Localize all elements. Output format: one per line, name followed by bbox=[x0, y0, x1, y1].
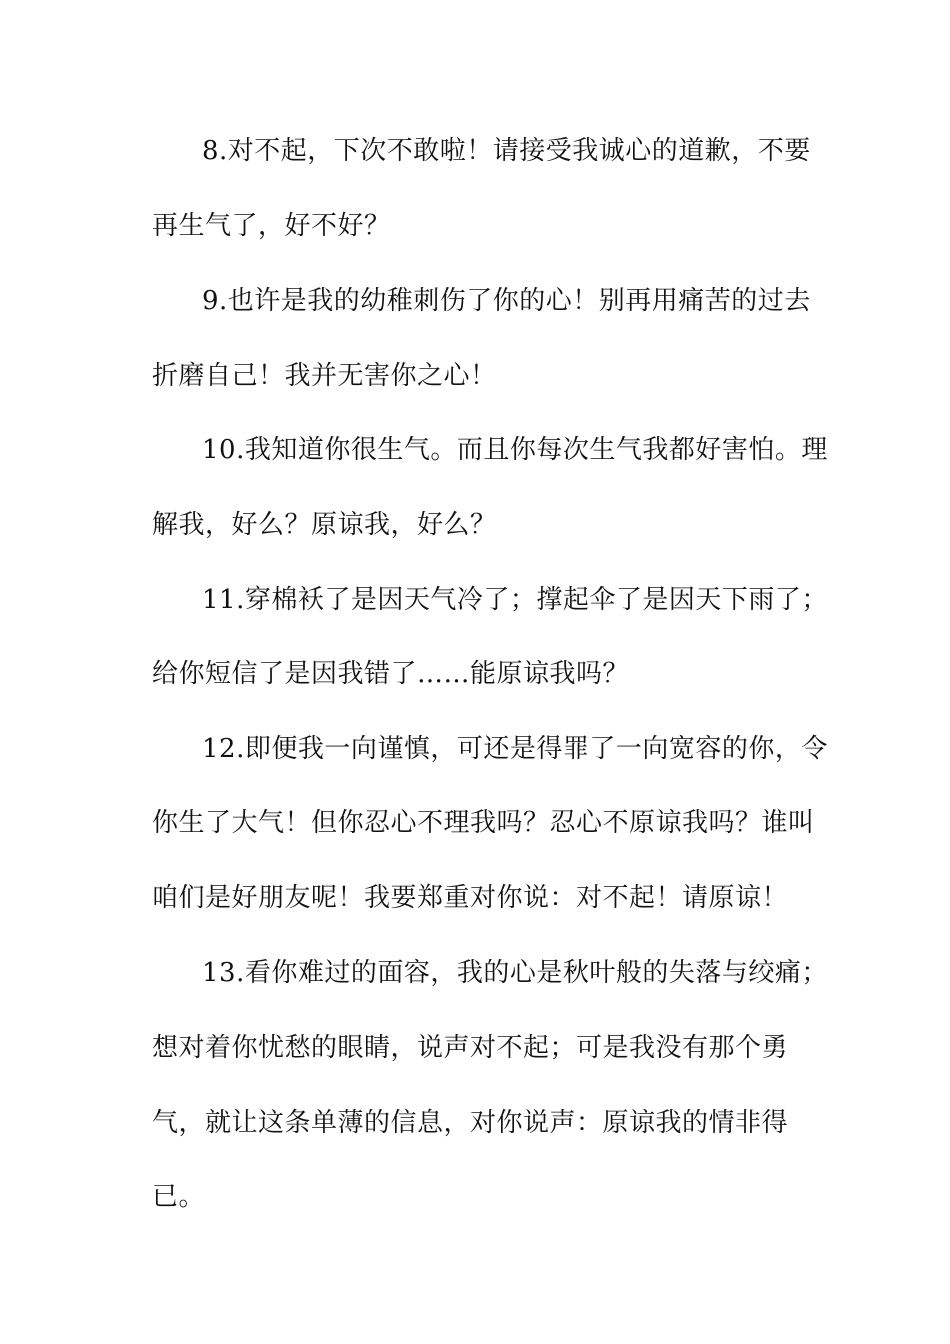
paragraph-11-line-2: 给你短信了是因我错了……能原谅我吗？ bbox=[152, 659, 630, 689]
paragraph-8-line-2: 再生气了，好不好？ bbox=[152, 211, 391, 241]
paragraph-12-line-3: 咱们是好朋友呢！我要郑重对你说：对不起！请原谅！ bbox=[152, 883, 789, 913]
paragraph-12-line-1: 12.即便我一向谨慎，可还是得罪了一向宽容的你，令 bbox=[202, 734, 828, 764]
paragraph-13-line-2: 想对着你忧愁的眼睛，说声对不起；可是我没有那个勇 bbox=[152, 1033, 789, 1063]
paragraph-13-line-1: 13.看你难过的面容，我的心是秋叶般的失落与绞痛； bbox=[202, 958, 828, 988]
paragraph-13-line-3: 气，就让这条单薄的信息，对你说声：原谅我的情非得 bbox=[152, 1108, 789, 1138]
paragraph-9-line-2: 折磨自己！我并无害你之心！ bbox=[152, 361, 497, 391]
paragraph-11-line-1: 11.穿棉袄了是因天气冷了；撑起伞了是因天下雨了； bbox=[202, 585, 828, 615]
paragraph-12-line-2: 你生了大气！但你忍心不理我吗？忍心不原谅我吗？谁叫 bbox=[152, 808, 815, 838]
paragraph-10-line-1: 10.我知道你很生气。而且你每次生气我都好害怕。理 bbox=[202, 435, 828, 465]
paragraph-8-line-1: 8.对不起，下次不敢啦！请接受我诚心的道歉，不要 bbox=[202, 136, 811, 166]
paragraph-13-line-4: 已。 bbox=[152, 1182, 206, 1212]
paragraph-10-line-2: 解我，好么？原谅我，好么？ bbox=[152, 510, 497, 540]
paragraph-9-line-1: 9.也许是我的幼稚刺伤了你的心！别再用痛苦的过去 bbox=[202, 286, 811, 316]
